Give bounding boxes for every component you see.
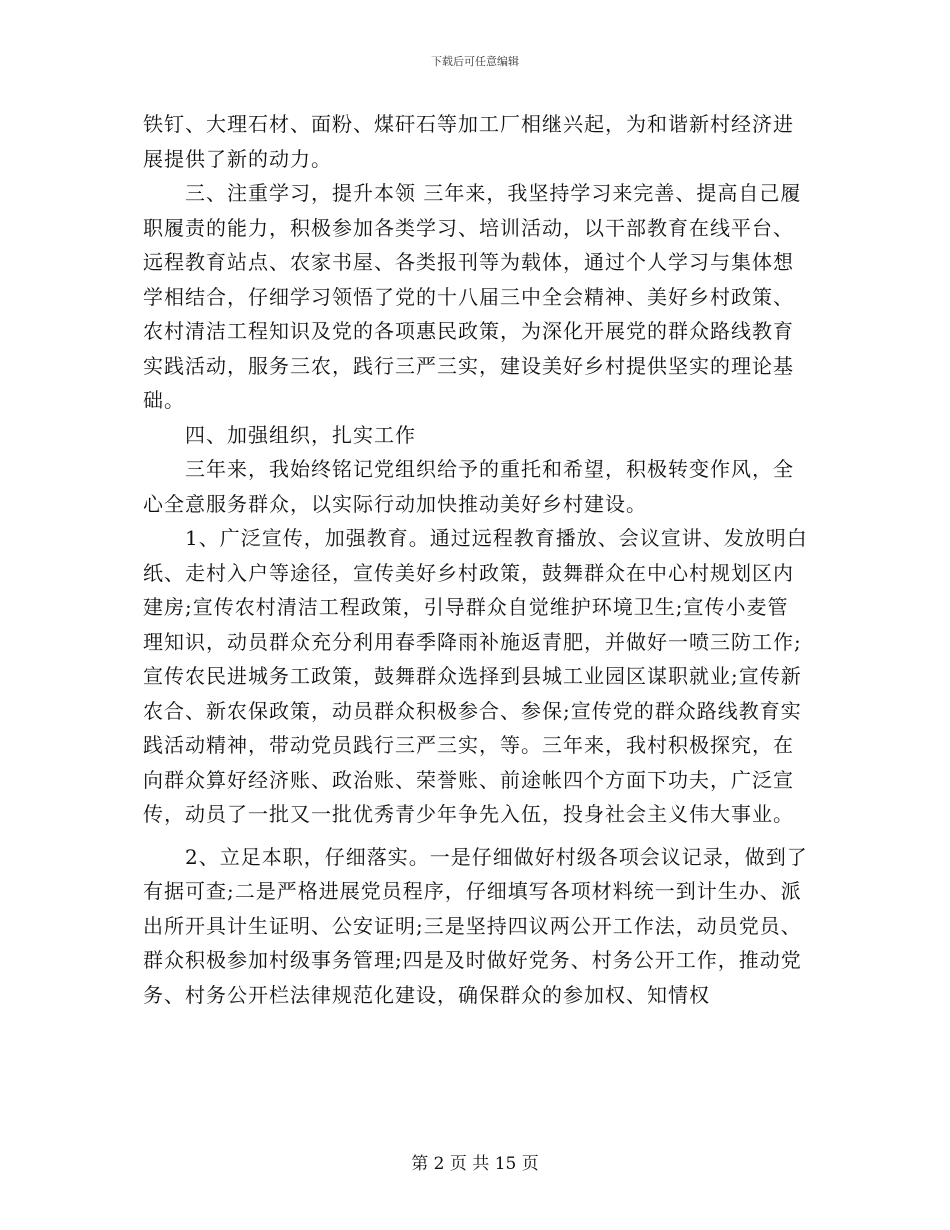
paragraph-1: 铁钉、大理石材、面粉、煤矸石等加工厂相继兴起，为和谐新村经济进展提供了新的动力。: [143, 112, 794, 171]
document-body: [143, 107, 808, 1012]
paragraph-4: 三年来，我始终铭记党组织给予的重托和希望，积极转变作风，全心全意服务群众，以实际行动加快推动美好乡村建设。: [143, 457, 794, 516]
page-header: 下载后可任意编辑: [431, 55, 519, 68]
paragraph-3-heading: 四、加强组织，扎实工作: [143, 422, 416, 447]
paragraph-5: 1、广泛宣传，加强教育。通过远程教育播放、会议宣讲、发放明白纸、走村入户等途径，宣传美好乡村政策，鼓舞群众在中心村规划区内建房;宣传农村清洁工程政策，引导群众自觉维护环境卫生;宣传小麦管理知识，动员群众充分利用春季降雨补施返青肥，并做好一喷三防工作;宣传农民进城务工政策，鼓舞群众选择到县城工业园区谋职就业;宣传新农合、新农保政策，动员群众积极参合、参保;宣传党的群众路线教育实践活动精神，带动党员践行三严三实，等。三年来，我村积极探究，在向群众算好经济账、政治账、荣誉账、前途帐四个方面下功夫，广泛宣传，动员了一批又一批优秀青少年争先入伍，投身社会主义伟大事业。: [143, 526, 808, 826]
paragraph-6: 2、立足本职，仔细落实。一是仔细做好村级各项会议记录，做到了有据可查;二是严格进展党员程序，仔细填写各项材料统一到计生办、派出所开具计生证明、公安证明;三是坚持四议两公开工作法，动员党员、群众积极参加村级事务管理;四是及时做好党务、村务公开工作，推动党务、村务公开栏法律规范化建设，确保群众的参加权、知情权: [143, 844, 808, 1007]
page-footer-page-number: 第 2 页 共 15 页: [411, 1154, 539, 1174]
paragraph-2: 三、注重学习，提升本领 三年来，我坚持学习来完善、提高自己履职履责的能力，积极参加各类学习、培训活动，以干部教育在线平台、远程教育站点、农家书屋、各类报刊等为载体，通过个人学习与集体想学相结合，仔细学习领悟了党的十八届三中全会精神、美好乡村政策、农村清洁工程知识及党的各项惠民政策，为深化开展党的群众路线教育实践活动，服务三农，践行三严三实，建设美好乡村提供坚实的理论基础。: [143, 181, 802, 412]
